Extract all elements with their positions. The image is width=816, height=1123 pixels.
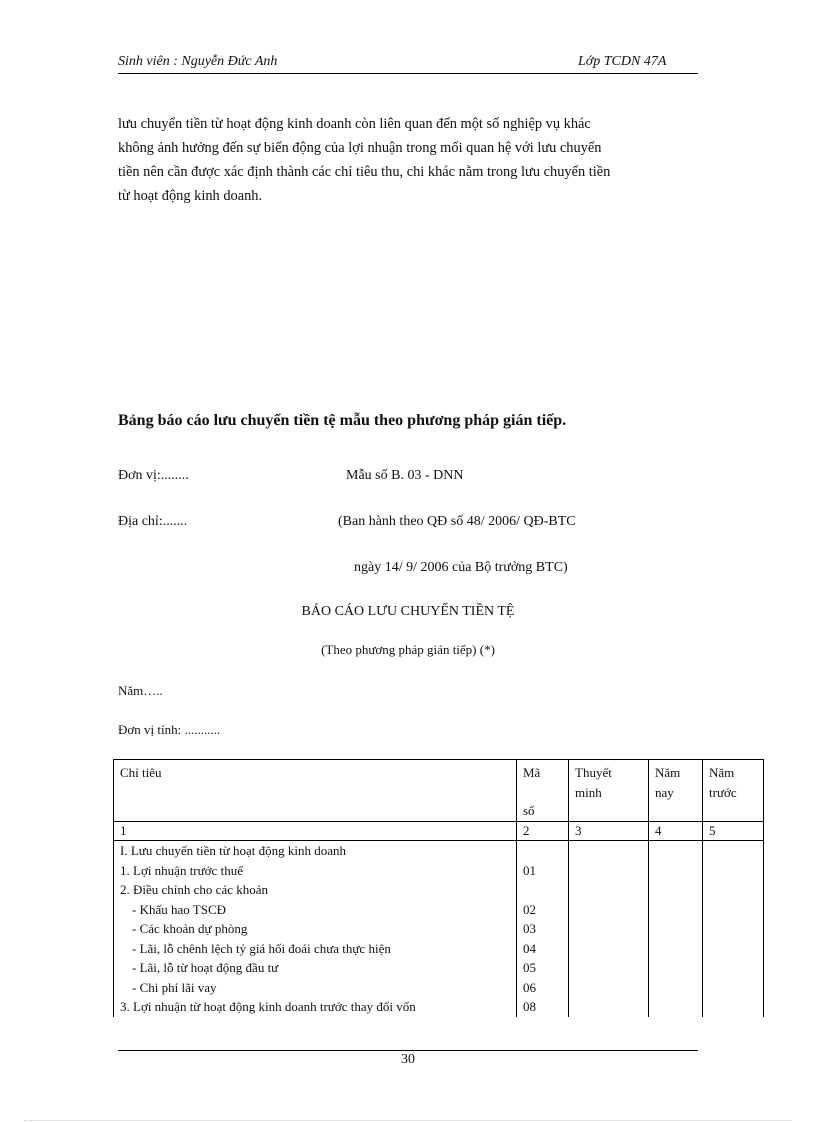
spacer bbox=[523, 783, 562, 801]
report-title: BÁO CÁO LƯU CHUYỂN TIỀN TỆ bbox=[301, 604, 515, 619]
row-label: - Lãi, lỗ chênh lệch tỷ giá hối đoái chưa thực hiện bbox=[114, 939, 517, 959]
table-row bbox=[114, 841, 764, 861]
row-label: - Các khoản dự phòng bbox=[114, 919, 517, 939]
don-vi-tinh: Đơn vị tính: ........... bbox=[118, 722, 221, 737]
row-code: 04 bbox=[517, 939, 569, 959]
don-vi: Đơn vị:........ bbox=[118, 468, 189, 483]
dia-chi: Địa chỉ:....... bbox=[118, 514, 188, 529]
header-text: nay bbox=[655, 784, 674, 800]
row-code: 03 bbox=[517, 919, 569, 939]
table-row bbox=[114, 919, 764, 939]
col-number: 1 bbox=[114, 822, 517, 841]
col-number: 2 bbox=[517, 822, 569, 841]
footer-divider bbox=[118, 1050, 698, 1051]
page-edge bbox=[24, 1120, 792, 1121]
row-code: 05 bbox=[517, 958, 569, 978]
header-student: Sinh viên : Nguyễn Đức Anh bbox=[118, 54, 278, 69]
header-text: Mã bbox=[523, 765, 541, 780]
header-text: Năm bbox=[709, 765, 735, 780]
paragraph-line: không ảnh hưởng đến sự biến động của lợi nhuận trong mối quan hệ với lưu chuyển bbox=[118, 140, 602, 156]
table-row bbox=[114, 939, 764, 959]
col-header-ma-so bbox=[517, 760, 569, 822]
row-label: 3. Lợi nhuận từ hoạt động kinh doanh trước thay đổi vốn bbox=[114, 997, 517, 1017]
ban-hanh: (Ban hành theo QĐ số 48/ 2006/ QĐ-BTC bbox=[338, 514, 576, 529]
col-header-nam-truoc bbox=[703, 760, 764, 822]
ngay-ban-hanh: ngày 14/ 9/ 2006 của Bộ trưởng BTC) bbox=[354, 560, 568, 575]
mau-so: Mẫu số B. 03 - DNN bbox=[346, 468, 464, 483]
row-code bbox=[517, 880, 569, 900]
row-label: - Lãi, lỗ từ hoạt động đầu tư bbox=[114, 958, 517, 978]
table-row bbox=[114, 900, 764, 920]
header-text: minh bbox=[575, 784, 602, 800]
table-row bbox=[114, 861, 764, 881]
row-label: - Khấu hao TSCĐ bbox=[114, 900, 517, 920]
header-text: Năm bbox=[655, 765, 681, 780]
paragraph-line: lưu chuyển tiền từ hoạt động kinh doanh còn liên quan đến một số nghiệp vụ khác bbox=[118, 116, 591, 132]
header-text: Thuyết bbox=[575, 765, 612, 780]
row-code: 02 bbox=[517, 900, 569, 920]
row-code bbox=[517, 841, 569, 861]
header-text: số bbox=[523, 802, 535, 818]
page-number: 30 bbox=[401, 1052, 415, 1067]
col-header-thuyet-minh bbox=[569, 760, 649, 822]
body-paragraph bbox=[118, 112, 708, 208]
row-code: 01 bbox=[517, 861, 569, 881]
paragraph-line: từ hoạt động kinh doanh. bbox=[118, 188, 263, 204]
col-number: 3 bbox=[569, 822, 649, 841]
row-label: - Chi phí lãi vay bbox=[114, 978, 517, 998]
header-text: trước bbox=[709, 784, 737, 800]
report-subtitle: (Theo phương pháp gián tiếp) (*) bbox=[321, 642, 495, 657]
section-title: Bảng báo cáo lưu chuyển tiền tệ mẫu theo phương pháp gián tiếp. bbox=[118, 412, 567, 429]
table-row bbox=[114, 880, 764, 900]
col-header-chi-tieu: Chỉ tiêu bbox=[114, 760, 517, 822]
row-label: I. Lưu chuyển tiền từ hoạt động kinh doanh bbox=[114, 841, 517, 861]
cash-flow-table bbox=[113, 759, 764, 1017]
table-row bbox=[114, 958, 764, 978]
row-label: 2. Điều chỉnh cho các khoản bbox=[114, 880, 517, 900]
table-row bbox=[114, 997, 764, 1017]
table-header-row bbox=[114, 760, 764, 822]
table-row bbox=[114, 978, 764, 998]
row-label: 1. Lợi nhuận trước thuế bbox=[114, 861, 517, 881]
nam: Năm….. bbox=[118, 683, 163, 698]
header-class: Lớp TCDN 47A bbox=[578, 54, 667, 69]
col-number: 4 bbox=[649, 822, 703, 841]
row-code: 08 bbox=[517, 997, 569, 1017]
col-header-nam-nay bbox=[649, 760, 703, 822]
col-number: 5 bbox=[703, 822, 764, 841]
paragraph-line: tiền nên cần được xác định thành các chỉ tiêu thu, chi khác nằm trong lưu chuyển tiền bbox=[118, 164, 611, 180]
row-code: 06 bbox=[517, 978, 569, 998]
header-divider bbox=[118, 73, 698, 74]
column-number-row bbox=[114, 822, 764, 841]
